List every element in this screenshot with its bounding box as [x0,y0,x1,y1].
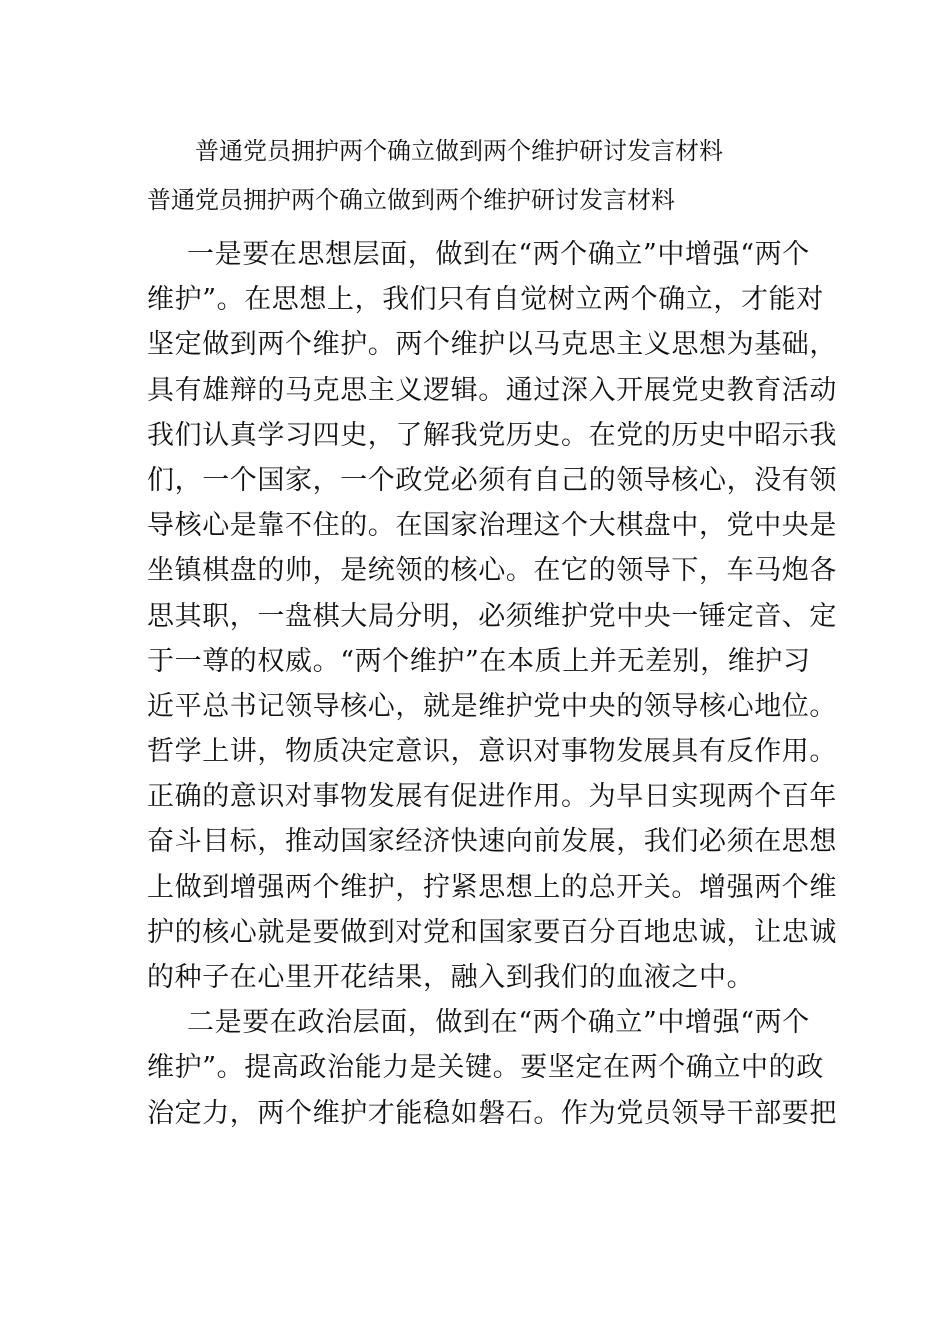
document-subtitle: 普通党员拥护两个确立做到两个维护研讨发言材料 [147,186,675,214]
paragraph-1-line-6: 们，一个国家，一个政党必须有自己的领导核心，没有领 [147,464,837,496]
paragraph-2-line-3: 治定力，两个维护才能稳如磐石。作为党员领导干部要把 [147,1097,837,1129]
paragraph-1-line-12: 哲学上讲，物质决定意识，意识对事物发展具有反作用。 [147,736,837,768]
paragraph-2-line-2: 维护”。提高政治能力是关键。要坚定在两个确立中的政 [147,1052,824,1084]
paragraph-1-line-13: 正确的意识对事物发展有促进作用。为早日实现两个百年 [147,781,837,813]
document-title: 普通党员拥护两个确立做到两个维护研讨发言材料 [195,137,723,165]
paragraph-1-line-16: 护的核心就是要做到对党和国家要百分百地忠诚，让忠诚 [147,916,837,948]
paragraph-2-line-1: 二是要在政治层面，做到在“两个确立”中增强“两个 [187,1007,810,1039]
paragraph-1-line-11: 近平总书记领导核心，就是维护党中央的领导核心地位。 [147,690,837,722]
paragraph-1-line-15: 上做到增强两个维护，拧紧思想上的总开关。增强两个维 [147,871,837,903]
paragraph-1-line-2: 维护”。在思想上，我们只有自觉树立两个确立，才能对 [147,284,824,316]
paragraph-1-line-17: 的种子在心里开花结果，融入到我们的血液之中。 [147,962,755,993]
paragraph-1-line-8: 坐镇棋盘的帅，是统领的核心。在它的领导下，车马炮各 [147,555,837,587]
document-body [147,232,837,1136]
paragraph-1-line-14: 奋斗目标，推动国家经济快速向前发展，我们必须在思想 [147,826,837,858]
paragraph-1-line-7: 导核心是靠不住的。在国家治理这个大棋盘中，党中央是 [147,510,837,542]
paragraph-1-line-1: 一是要在思想层面，做到在“两个确立”中增强“两个 [187,239,810,270]
paragraph-1-line-10: 于一尊的权威。“两个维护”在本质上并无差别，维护习 [147,645,811,677]
paragraph-1-line-5: 我们认真学习四史，了解我党历史。在党的历史中昭示我 [147,419,837,451]
paragraph-1-line-4: 具有雄辩的马克思主义逻辑。通过深入开展党史教育活动 [147,374,837,406]
paragraph-1-line-9: 思其职，一盘棋大局分明，必须维护党中央一锤定音、定 [147,600,837,632]
paragraph-1-line-3: 坚定做到两个维护。两个维护以马克思主义思想为基础， [147,329,837,361]
